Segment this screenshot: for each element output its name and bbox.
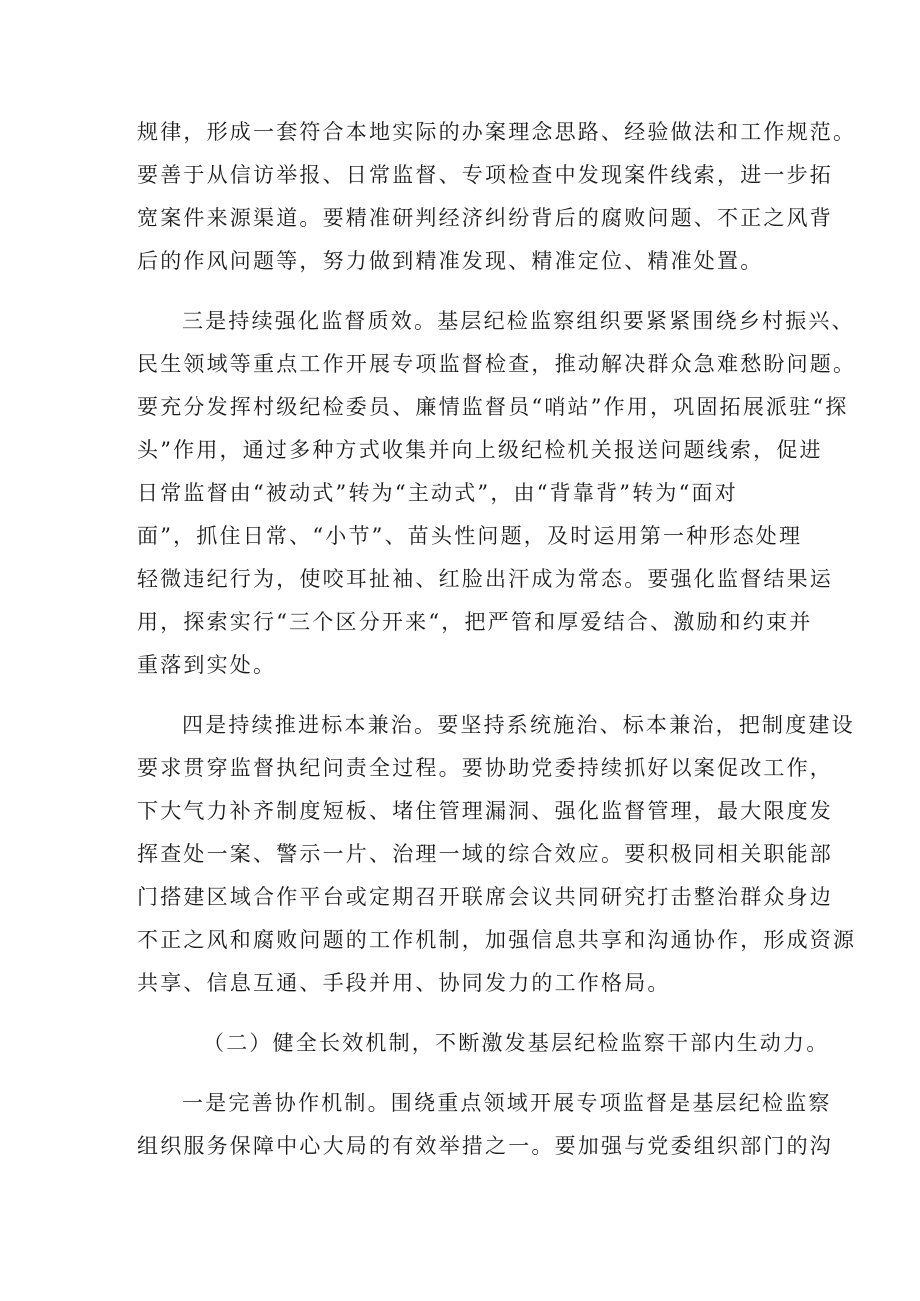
text-line: 要善于从信访举报、日常监督、专项检查中发现案件线索，进一步拓 [137, 163, 833, 187]
text-line: 用，探索实行“三个区分开来“，把严管和厚爱结合、激励和约束并 [137, 610, 813, 634]
text-line: 规律，形成一套符合本地实际的办案理念思路、经验做法和工作规范。 [137, 120, 857, 144]
text-line: 头”作用，通过多种方式收集并向上级纪检机关报送问题线索，促进 [137, 438, 823, 462]
text-line: 下大气力补齐制度短板、堵住管理漏洞、强化监督管理，最大限度发 [137, 799, 833, 823]
text-line: 组织服务保障中心大局的有效举措之一。要加强与党委组织部门的沟 [137, 1134, 833, 1158]
text-line: 民生领域等重点工作开展专项监督检查，推动解决群众急难愁盼问题。 [137, 352, 857, 376]
text-line: 四是持续推进标本兼治。要坚持系统施治、标本兼治，把制度建设 [182, 713, 855, 737]
text-line: 宽案件来源渠道。要精准研判经济纠纷背后的腐败问题、不正之风背 [137, 206, 833, 230]
text-line: 重落到实处。 [137, 653, 277, 677]
text-line: 共享、信息互通、手段并用、协同发力的工作格局。 [137, 971, 671, 995]
text-line: 要充分发挥村级纪检委员、廉情监督员“哨站”作用，巩固拓展派驻“探 [137, 395, 849, 419]
text-line: 挥查处一案、警示一片、治理一域的综合效应。要积极同相关职能部 [137, 842, 833, 866]
text-line: 三是持续强化监督质效。基层纪检监察组织要紧紧围绕乡村振兴、 [182, 309, 855, 333]
text-line: 门搭建区域合作平台或定期召开联席会议共同研究打击整治群众身边 [137, 885, 833, 909]
text-line: 轻微违纪行为，使咬耳扯袖、红脸出汗成为常态。要强化监督结果运 [137, 567, 833, 591]
text-line: 后的作风问题等，努力做到精准发现、精准定位、精准处置。 [137, 249, 764, 273]
text-line: 面”，抓住日常、“小节”、苗头性问题，及时运用第一种形态处理 [137, 524, 803, 548]
text-line: 不正之风和腐败问题的工作机制，加强信息共享和沟通协作，形成资源 [137, 928, 857, 952]
text-line: 要求贯穿监督执纪问责全过程。要协助党委持续抓好以案促改工作， [137, 756, 833, 780]
section-heading: （二）健全长效机制，不断激发基层纪检监察干部内生动力。 [203, 1031, 830, 1055]
text-line: 一是完善协作机制。围绕重点领域开展专项监督是基层纪检监察 [182, 1091, 832, 1115]
text-line: 日常监督由“被动式”转为“主动式”，由“背靠背”转为“面对 [137, 481, 738, 505]
